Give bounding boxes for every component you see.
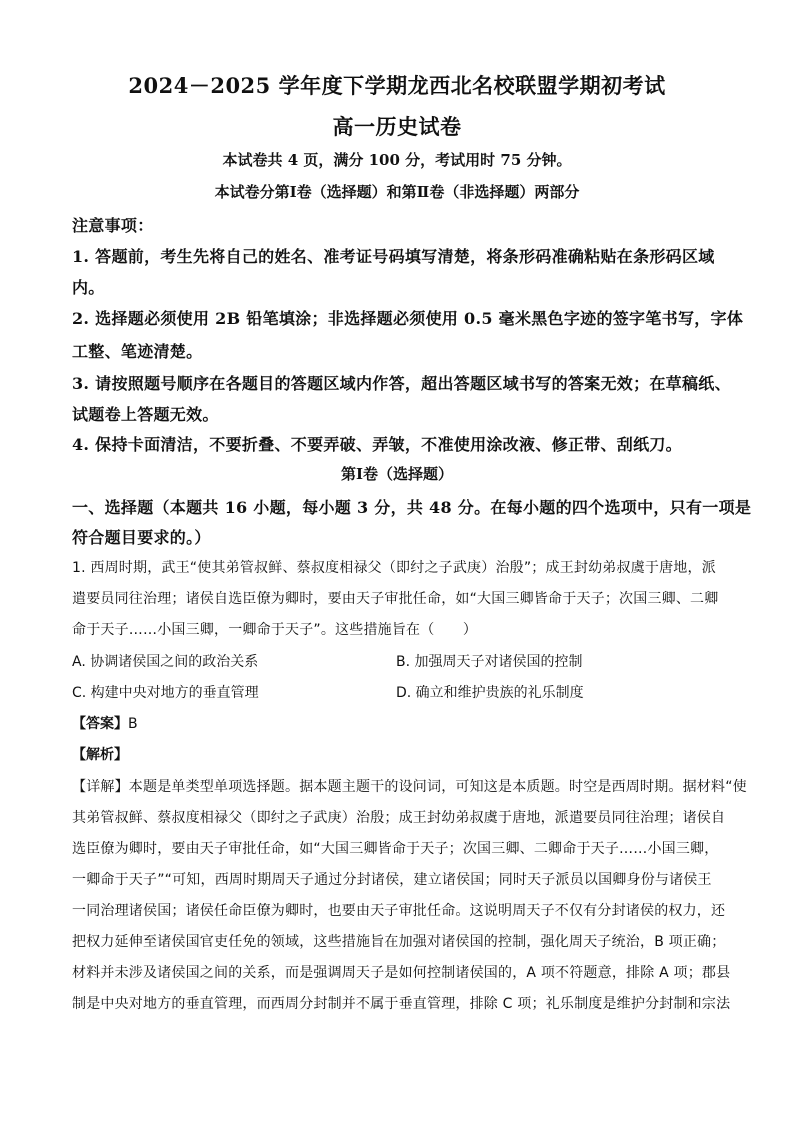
subject-title: 高一历史试卷 [332,114,462,139]
section-instruction: 一、选择题（本题共 16 小题，每小题 3 分，共 48 分。在每小题的四个选项中，只有一项是 [72,498,752,517]
question-stem-line: 1. 西周时期，武王“使其弟管叔鲜、蔡叔度相禄父（即纣之子武庚）治殷”；成王封幼弟叔虞于唐地，派 [72,560,716,576]
notice-line: 3. 请按照题号顺序在各题目的答题区域内作答，超出答题区域书写的答案无效；在草稿纸、 [72,374,731,393]
notice-line: 工整、笔迹清楚。 [72,342,203,361]
option-b: B. 加强周天子对诸侯国的控制 [396,654,583,670]
analysis-label: 【解析】 [72,747,128,763]
question-stem-line: 遣要员同往治理；诸侯自选臣僚为卿时，要由天子审批任命，如“大国三卿皆命于天子；次国三卿、二卿 [72,591,719,607]
section-instruction: 符合题目要求的。） [72,528,211,547]
section-title: 第Ⅰ卷（选择题） [340,465,454,483]
answer-label: 【答案】 [72,716,128,732]
question-stem-line: 命于天子……小国三卿，一卿命于天子”。这些措施旨在（ ） [72,622,478,638]
exam-structure-line: 本试卷分第Ⅰ卷（选择题）和第Ⅱ卷（非选择题）两部分 [214,183,580,201]
notice-line: 4. 保持卡面清洁，不要折叠、不要弄破、弄皱，不准使用涂改液、修正带、刮纸刀。 [72,435,682,454]
answer-value: B [128,716,138,732]
exam-title: 2024－2025 学年度下学期龙西北名校联盟学期初考试 [128,73,666,98]
detail-line: 把权力延伸至诸侯国官吏任免的领域，这些措施旨在加强对诸侯国的控制，强化周天子统治，B 项正确； [72,934,726,950]
detail-line: 一同治理诸侯国；诸侯任命臣僚为卿时，也要由天子审批任命。这说明周天子不仅有分封诸侯的权力，还 [72,903,726,919]
notice-line: 试题卷上答题无效。 [72,405,219,424]
exam-info-line: 本试卷共 4 页，满分 100 分，考试用时 75 分钟。 [222,151,572,169]
detail-line: 一卿命于天子”“可知，西周时期周天子通过分封诸侯，建立诸侯国；同时天子派员以国卿身份与诸侯王 [72,872,712,888]
detail-line: 材料并未涉及诸侯国之间的关系，而是强调周天子是如何控制诸侯国的，A 项不符题意，排除 A 项；郡县 [72,965,731,981]
option-a: A. 协调诸侯国之间的政治关系 [72,654,259,670]
notice-line: 内。 [72,278,105,297]
notice-heading: 注意事项： [72,216,154,235]
detail-line: 制是中央对地方的垂直管理，而西周分封制并不属于垂直管理，排除 C 项；礼乐制度是维护分封制和宗法 [72,996,731,1012]
option-c: C. 构建中央对地方的垂直管理 [72,685,259,701]
answer-line [72,713,138,733]
notice-line: 1. 答题前，考生先将自己的姓名、准考证号码填写清楚，将条形码准确粘贴在条形码区域 [72,247,715,266]
detail-line: 【详解】本题是单类型单项选择题。据本题主题干的设问词，可知这是本质题。时空是西周时期。据材料“使 [72,779,747,795]
option-d: D. 确立和维护贵族的礼乐制度 [396,685,584,701]
detail-line: 其弟管叔鲜、蔡叔度相禄父（即纣之子武庚）治殷；成王封幼弟叔虞于唐地，派遣要员同往治理；诸侯自 [72,810,726,826]
notice-line: 2. 选择题必须使用 2B 铅笔填涂；非选择题必须使用 0.5 毫米黑色字迹的签字笔书写，字体 [72,309,744,328]
detail-line: 选臣僚为卿时，要由天子审批任命，如“大国三卿皆命于天子；次国三卿、二卿命于天子……小国三卿， [72,841,719,857]
